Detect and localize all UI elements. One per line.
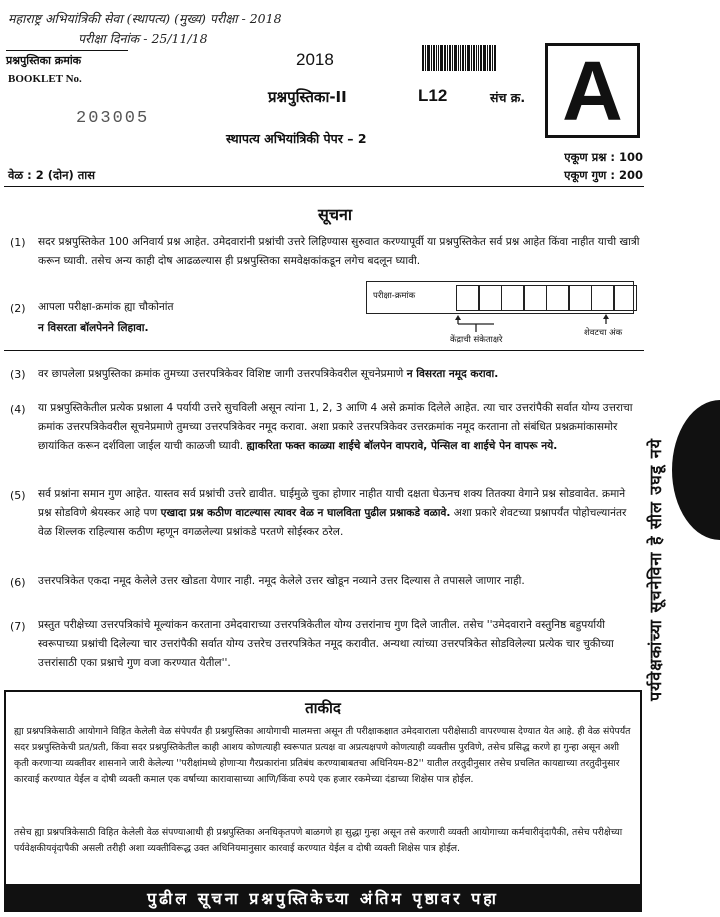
booklet-title: प्रश्नपुस्तिका-II xyxy=(268,88,347,106)
total-questions: एकूण प्रश्न : 100 xyxy=(564,150,643,164)
booklet-number: 203005 xyxy=(76,109,150,128)
last-digit-label: शेवटचा अंक xyxy=(584,328,623,338)
total-marks: एकूण गुण : 200 xyxy=(564,168,643,182)
warning-paragraph: तसेच ह्या प्रश्नपत्रिकेसाठी विहित केलेली वेळ संपण्याआधी ही प्रश्नपुस्तिका अनधिकृतपणे बाळगणे हा सुद्धा गुन्हा असून तसे करणारी व्यक्ती आयोगाच्या कर्मचारीवृंदापैकी, तसेच परीक्षेच्या पर्यवेक्षकीयवृंदापैकी असली तरीही अशा व्यक्तीविरूद्ध उक्त अधिनियमानुसार कारवाई करण्यात येईल व दोषी व्यक्ती शिक्षेस पात्र होईल. xyxy=(14,827,623,854)
booklet-label-marathi: प्रश्नपुस्तिका क्रमांक xyxy=(6,50,128,68)
instruction-text xyxy=(38,365,640,384)
seal-side-text: पर्यवेक्षकांच्या सूचनेविना हे सील उघडू नये xyxy=(646,438,665,702)
roll-number-cells[interactable] xyxy=(457,285,637,311)
instruction-number: (1) xyxy=(10,236,26,249)
instruction-text-part: सर्व प्रश्नांना समान गुण आहेत. यास्तव सर्व प्रश्नांची उत्तरे द्यावीत. घाईमुळे चुका होणार नाहीत याची दक्षता घेऊनच शक्य तितक्या वेगाने प्रश्न सोडवावेत. क्रमाने प्रश्न सोडविणे श्रेयस्कर आहे पण xyxy=(38,488,626,519)
instruction-text-bold: ह्याकरिता फक्त काळ्या शाईचे बॉलपेन वापरावे, पेन्सिल वा शाईचे पेन वापरू नये. xyxy=(246,440,558,452)
instruction-text-bold: न विसरता नमूद करावा. xyxy=(406,368,499,380)
instruction-text: प्रस्तुत परीक्षेच्या उत्तरपत्रिकांचे मूल्यांकन करताना उमेदवाराच्या उत्तरपत्रिकेतील योग्य उत्तरांनाच गुण दिले जातील. तसेच ''उमेदवाराने वस्तुनिष्ठ बहुपर्यायी स्वरूपाच्या प्रश्नांची दिलेल्या चार उत्तरांपैकी सर्वात योग्य उत्तरेच उत्तरपत्रिकेत नमूद करावीत. अन्यथा त्यांच्या उत्तरपत्रिकेत सोडविलेल्या प्रत्येक चार चुकीच्या उत्तरांसाठी एका प्रश्नाचे गुण वजा करण्यात येतील''. xyxy=(38,619,614,669)
roll-number-box xyxy=(366,281,634,314)
instruction-number: (5) xyxy=(10,489,26,502)
barcode-image xyxy=(422,45,497,75)
instruction-number: (2) xyxy=(10,302,26,315)
footer-banner xyxy=(4,884,642,912)
instruction-text xyxy=(38,399,640,456)
header-divider xyxy=(4,186,644,187)
roll-number-label: परीक्षा-क्रमांक xyxy=(373,291,416,301)
instruction-number: (6) xyxy=(10,576,26,589)
instruction-divider xyxy=(4,350,644,351)
seal-marker xyxy=(672,400,720,540)
instruction-text: उत्तरपत्रिकेत एकदा नमूद केलेले उत्तर खोडता येणार नाही. नमूद केलेले उत्तर खोडून नव्याने उत्तर दिल्यास ते तपासले जाणार नाही. xyxy=(38,575,525,587)
set-letter-box xyxy=(545,43,640,138)
exam-time: वेळ : 2 (दोन) तास xyxy=(8,168,96,182)
subject-title: स्थापत्य अभियांत्रिकी पेपर – 2 xyxy=(226,131,367,146)
warning-title: ताकीद xyxy=(305,699,341,717)
instruction-text-bold: एखादा प्रश्न कठीण वाटल्यास त्यावर वेळ न घालविता पुढील प्रश्नाकडे वळावे. xyxy=(160,507,451,519)
handwritten-exam-name: महाराष्ट्र अभियांत्रिकी सेवा (स्थापत्य) (मुख्य) परीक्षा - 2018 xyxy=(8,11,282,26)
center-code-label: केंद्राची संकेताक्षरे xyxy=(450,335,503,345)
instruction-text: सदर प्रश्नपुस्तिकेत 100 अनिवार्य प्रश्न आहेत. उमेदवारांनी प्रश्नांची उत्तरे लिहिण्यास सुरुवात करण्यापूर्वी या प्रश्नपुस्तिकेत सर्व प्रश्न आहेत किंवा नाहीत याची खात्री करून घ्यावी. तसेच अन्य काही दोष आढळल्यास ही प्रश्नपुस्तिका समवेक्षकांकडून लगेच बदलून घ्यावी. xyxy=(38,236,640,267)
instruction-text-part: या प्रश्नपुस्तिकेतील प्रत्येक प्रश्नाला 4 पर्यायी उत्तरे सुचविली असून त्यांना 1, 2, 3 आणि 4 असे क्रमांक दिलेले आहेत. त्या चार उत्तरांपैकी सर्वात योग्य उत्तराचा क्रमांक उत्तरपत्रिकेवरील सूचनेप्रमाणे तुमच्या उत्तरपत्रिकेवर नमूद करावा. अशा प्रकारे उत्तरपत्रिकेवर उत्तरक्रमांक नमूद करताना तो संबंधित प्रश्नक्रमांकासमोर छायांकित करून दर्शविला जाईल याची काळजी घ्यावी. xyxy=(38,402,633,452)
instruction-text-bold: न विसरता बॉलपेनने लिहावा. xyxy=(38,322,149,334)
instruction-number: (7) xyxy=(10,620,26,633)
instruction-text: आपला परीक्षा-क्रमांक ह्या चौकोनांत xyxy=(38,301,174,313)
footer-banner-text: पुढील सूचना प्रश्नपुस्तिकेच्या अंतिम पृष्ठावर पहा xyxy=(147,889,499,908)
set-letter: A xyxy=(562,43,623,138)
instruction-number: (4) xyxy=(10,403,26,416)
exam-year: 2018 xyxy=(296,50,334,69)
warning-box xyxy=(4,690,642,886)
instruction-number: (3) xyxy=(10,368,26,381)
warning-paragraph: ह्या प्रश्नपत्रिकेसाठी आयोगाने विहित केलेली वेळ संपेपर्यंत ही प्रश्नपुस्तिका आयोगाची मालमत्ता असून ती परीक्षाकक्षात उमेदवाराला परीक्षेसाठी वापरण्यास देण्यात येत आहे. ही वेळ संपेपर्यंत सदर प्रश्नपुस्तिकेची प्रत/प्रती, किंवा सदर प्रश्नपुस्तिकेतील काही आशय कोणत्याही स्वरूपात प्रत्यक्ष वा अप्रत्यक्षपणे कोणत्याही व्यक्तीस पुरविणे, तसेच प्रसिद्ध करणे हा गुन्हा असून अशी कृती करणाऱ्या व्यक्तीवर शासनाने जारी केलेल्या ''परीक्षांमध्ये होणाऱ्या गैरप्रकारांना प्रतिबंध करण्याबाबतचा अधिनियम-82'' यातील तरतुदीनुसार तसेच प्रचलित कायद्याच्या तरतुदीनुसार कारवाई करण्यात येईल व दोषी व्यक्ती कमाल एक वर्षाच्या कारावासाच्या आणि/किंवा रुपये एक हजार रकमेच्या दंडाच्या शिक्षेस पात्र होईल. xyxy=(14,726,631,785)
set-number-label: संच क्र. xyxy=(490,90,526,105)
instructions-title: सूचना xyxy=(318,205,353,224)
instruction-text-part: अशा प्रकारे शेवटच्या प्रश्नापर्यंत पोहोचल्यानंतर वेळ शिल्लक राहिल्यास कठीण म्हणून वगळलेल्या प्रश्नांकडे परतणे सोईस्कर ठरेल. xyxy=(38,507,627,538)
paper-code: L12 xyxy=(418,86,448,105)
instruction-text-part: वर छापलेला प्रश्नपुस्तिका क्रमांक तुमच्या उत्तरपत्रिकेवर विशिष्ट जागी उत्तरपत्रिकेवरील सूचनेप्रमाणे xyxy=(38,368,404,380)
booklet-label-english: BOOKLET No. xyxy=(8,73,82,85)
instruction-text xyxy=(38,485,640,542)
handwritten-exam-date: परीक्षा दिनांक - 25/11/18 xyxy=(78,31,208,46)
